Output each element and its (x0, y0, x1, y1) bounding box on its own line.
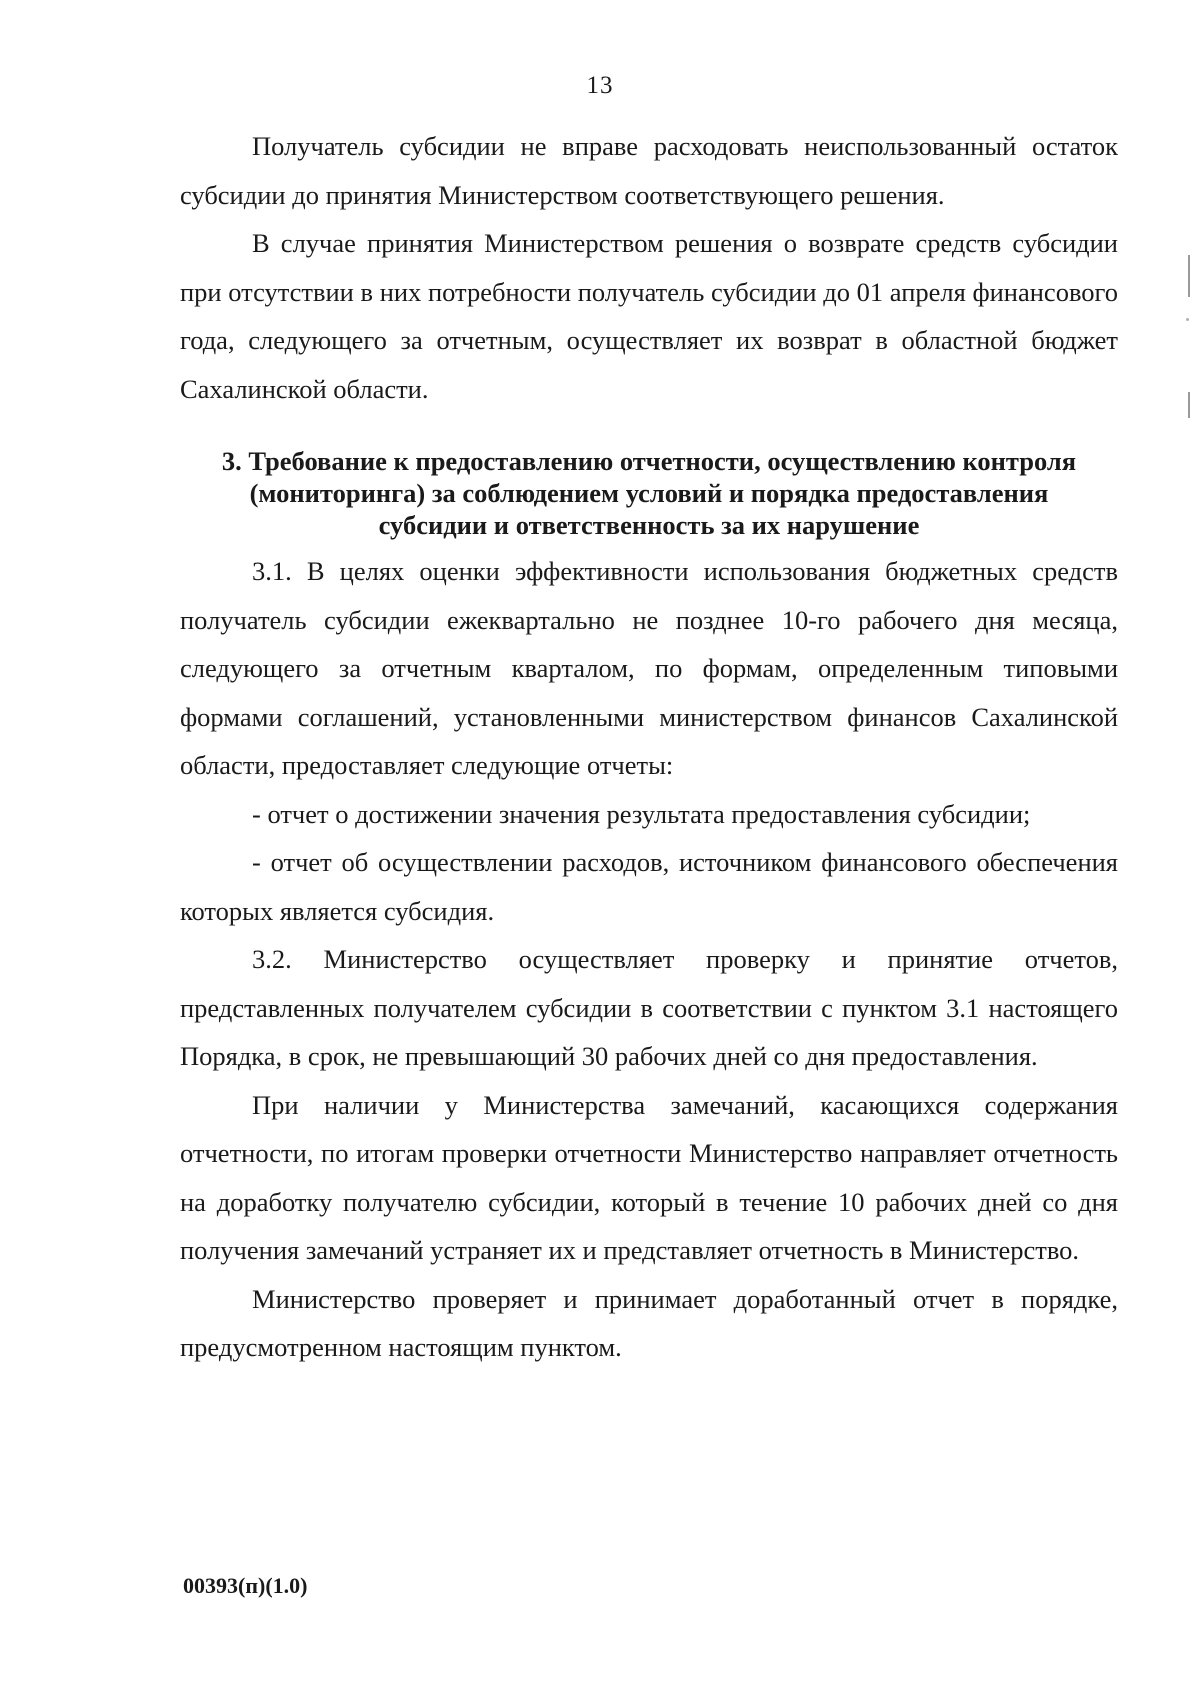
document-body (180, 122, 1118, 1372)
paragraph-unused-balance: Получатель субсидии не вправе расходовать неиспользованный остаток субсидии до принятия Министерством соответствующего решения. (180, 131, 1118, 210)
paragraph-refund: В случае принятия Министерством решения о возврате средств субсидии при отсутствии в них потребности получатель субсидии до 01 апреля финансового года, следующего за отчетным, осуществляет их возврат в областной бюджет Сахалинской области. (180, 228, 1118, 404)
scan-artifact (1188, 255, 1190, 297)
paragraph-remarks: При наличии у Министерства замечаний, касающихся содержания отчетности, по итогам проверки отчетности Министерство направляет отчетность на доработку получателю субсидии, который в течение 10 рабочих дней со дня получения замечаний устраняет их и представляет отчетность в Министерство. (180, 1089, 1118, 1265)
scan-artifact (1188, 392, 1190, 418)
page-number: 13 (586, 72, 614, 99)
document-code: 00393(п)(1.0) (183, 1573, 308, 1598)
paragraph-3-2: 3.2. Министерство осуществляет проверку и принятие отчетов, представленных получателем субсидии в соответствии с пунктом 3.1 настоящего Порядка, в срок, не превышающий 30 рабочих дней со дня предоставления. (180, 944, 1118, 1071)
list-item-report-result: - отчет о достижении значения результата предоставления субсидии; (252, 798, 1031, 829)
paragraph-final: Министерство проверяет и принимает доработанный отчет в порядке, предусмотренном настоящим пунктом. (180, 1283, 1118, 1362)
scan-artifact (1186, 318, 1189, 321)
section-spacer (180, 413, 1118, 445)
list-item-report-expenses: - отчет об осуществлении расходов, источником финансового обеспечения которых является субсидия. (180, 847, 1118, 926)
section-heading: 3. Требование к предоставлению отчетности, осуществлению контроля (мониторинга) за соблюдением условий и порядка предоставления субсидии и ответственность за их нарушение (221, 446, 1077, 540)
paragraph-3-1: 3.1. В целях оценки эффективности использования бюджетных средств получатель субсидии ежеквартально не позднее 10-го рабочего дня месяца, следующего за отчетным кварталом, по формам, определенным типовыми формами соглашений, установленными министерством финансов Сахалинской области, предоставляет следующие отчеты: (180, 556, 1118, 780)
